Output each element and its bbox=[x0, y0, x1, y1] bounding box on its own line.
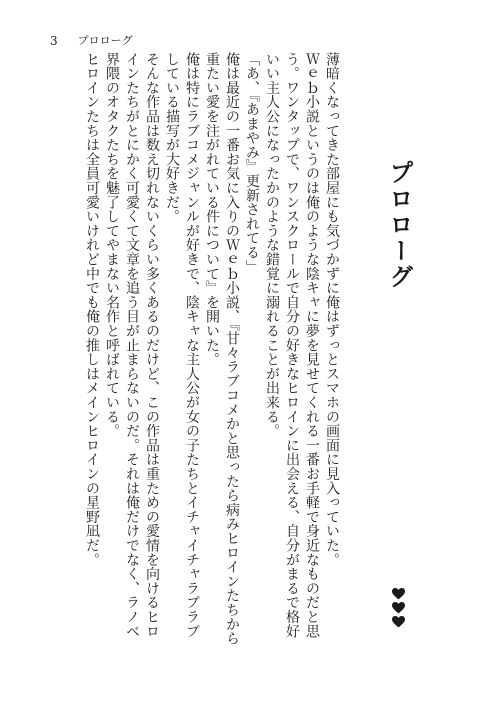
running-header bbox=[50, 34, 133, 48]
heart-icon bbox=[392, 616, 405, 628]
paragraph: 俺は特にラブコメジャンルが好きで、陰キャな主人公が女の子たちとイチャイチャラブラブしている描写が大好きだ。 bbox=[164, 52, 200, 639]
paragraph: 俺は最近の一番お気に入りのＷｅｂ小説、『甘々ラブコメかと思ったら病みヒロインたちから重たい愛を注がれている件について』を開いた。 bbox=[204, 52, 240, 646]
running-title: プロローグ bbox=[77, 34, 133, 47]
paragraph: そんな作品は数え切れないくらい多くあるのだけど、この作品は重ための愛情を向けるヒロインたちがとにかく可愛くて文章を追う目が止まらないのだ。それは俺だけでなく、ラノベ界隈のオタクたちを魅了してやまない名作と呼ばれている。 bbox=[104, 52, 160, 639]
page-number: 3 bbox=[50, 34, 58, 48]
body-text bbox=[50, 52, 342, 652]
chapter-title: プロローグ bbox=[385, 160, 413, 290]
heart-icon bbox=[392, 588, 405, 600]
paragraph: 「あ、『あまやみ』更新されてる」 bbox=[244, 52, 260, 274]
heart-decoration bbox=[392, 588, 405, 628]
paragraph: Ｗｅｂ小説というのは俺のような陰キャに夢を見せてくれる一番お手軽で身近なものだと思う。ワンタップで、ワンスクロールで自分の好きなヒロインに出会える、自分がまるで格好いい主人公になったかのような錯覚に溺れることが出来る。 bbox=[264, 52, 320, 639]
paragraph: ヒロインたちは全員可愛いけれど中でも俺の推しはメインヒロインの星野凪だ。 bbox=[84, 52, 100, 567]
paragraph: 薄暗くなってきた部屋にも気づかずに俺はずっとスマホの画面に見入っていた。 bbox=[324, 52, 340, 567]
heart-icon bbox=[392, 602, 405, 614]
